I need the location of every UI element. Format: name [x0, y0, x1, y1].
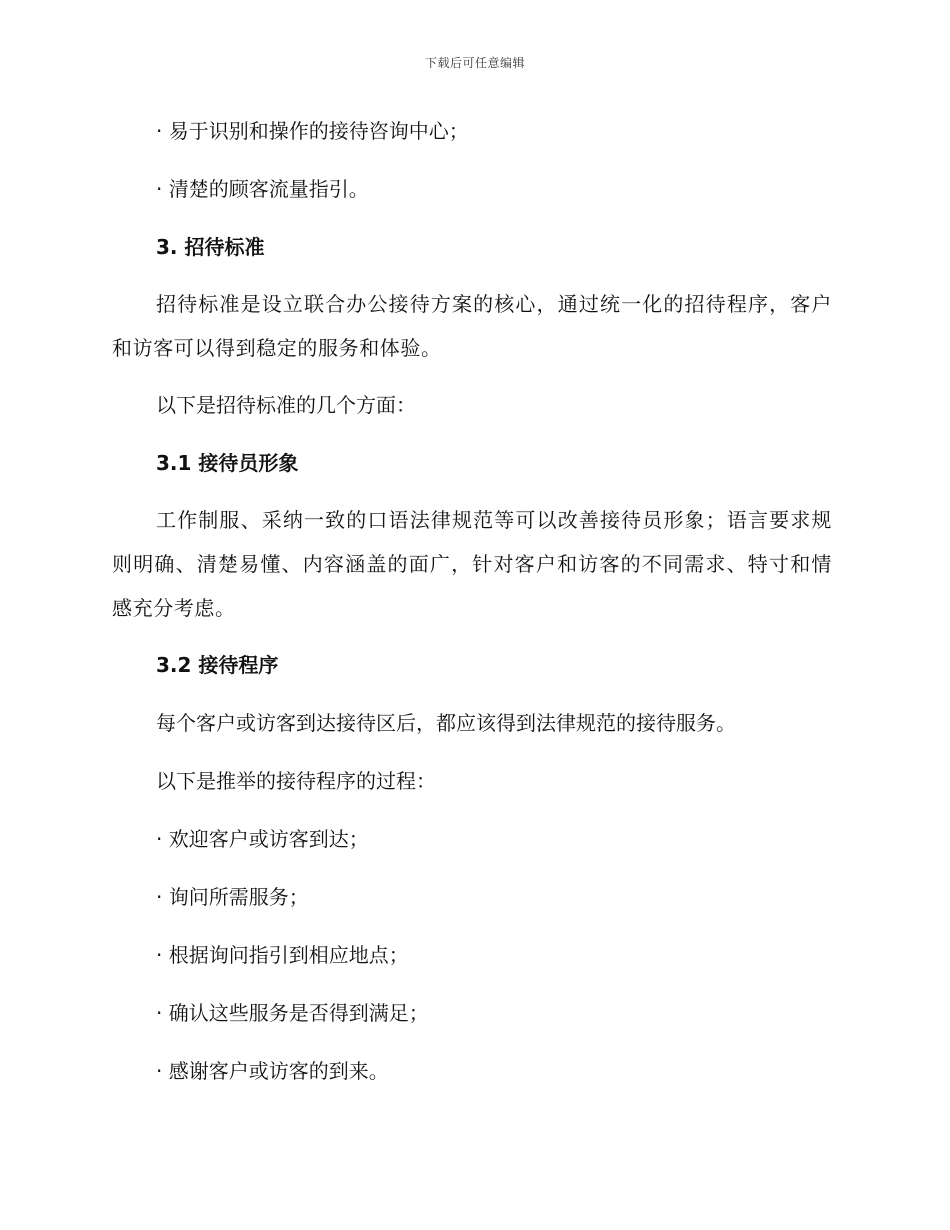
section-heading-3-1: 3.1 接待员形象	[156, 451, 299, 475]
section-heading-3: 3. 招待标准	[156, 235, 265, 259]
document-body	[112, 108, 832, 1094]
list-item: · 清楚的顾客流量指引。	[156, 177, 369, 201]
header-note: 下载后可任意编辑	[424, 56, 525, 70]
paragraph-3-2: 每个客户或访客到达接待区后，都应该得到法律规范的接待服务。	[156, 711, 736, 735]
list-item: · 确认这些服务是否得到满足；	[156, 1001, 429, 1025]
list-item: · 感谢客户或访客的到来。	[156, 1059, 389, 1083]
list-item: · 易于识别和操作的接待咨询中心；	[156, 119, 469, 143]
list-item: · 欢迎客户或访客到达；	[156, 827, 369, 851]
list-item: · 根据询问指引到相应地点；	[156, 943, 409, 967]
paragraph-3-1: 工作制服、采纳一致的口语法律规范等可以改善接待员形象；语言要求规则明确、清楚易懂、内容涵盖的面广，针对客户和访客的不同需求、特寸和情感充分考虑。	[112, 508, 832, 620]
list-item: · 询问所需服务；	[156, 885, 309, 909]
paragraph-3-list-intro: 以下是招待标准的几个方面：	[156, 393, 416, 417]
paragraph-3-2-list-intro: 以下是推举的接待程序的过程：	[156, 769, 436, 793]
section-heading-3-2: 3.2 接待程序	[156, 653, 279, 677]
paragraph-3: 招待标准是设立联合办公接待方案的核心，通过统一化的招待程序，客户和访客可以得到稳定的服务和体验。	[112, 292, 832, 360]
